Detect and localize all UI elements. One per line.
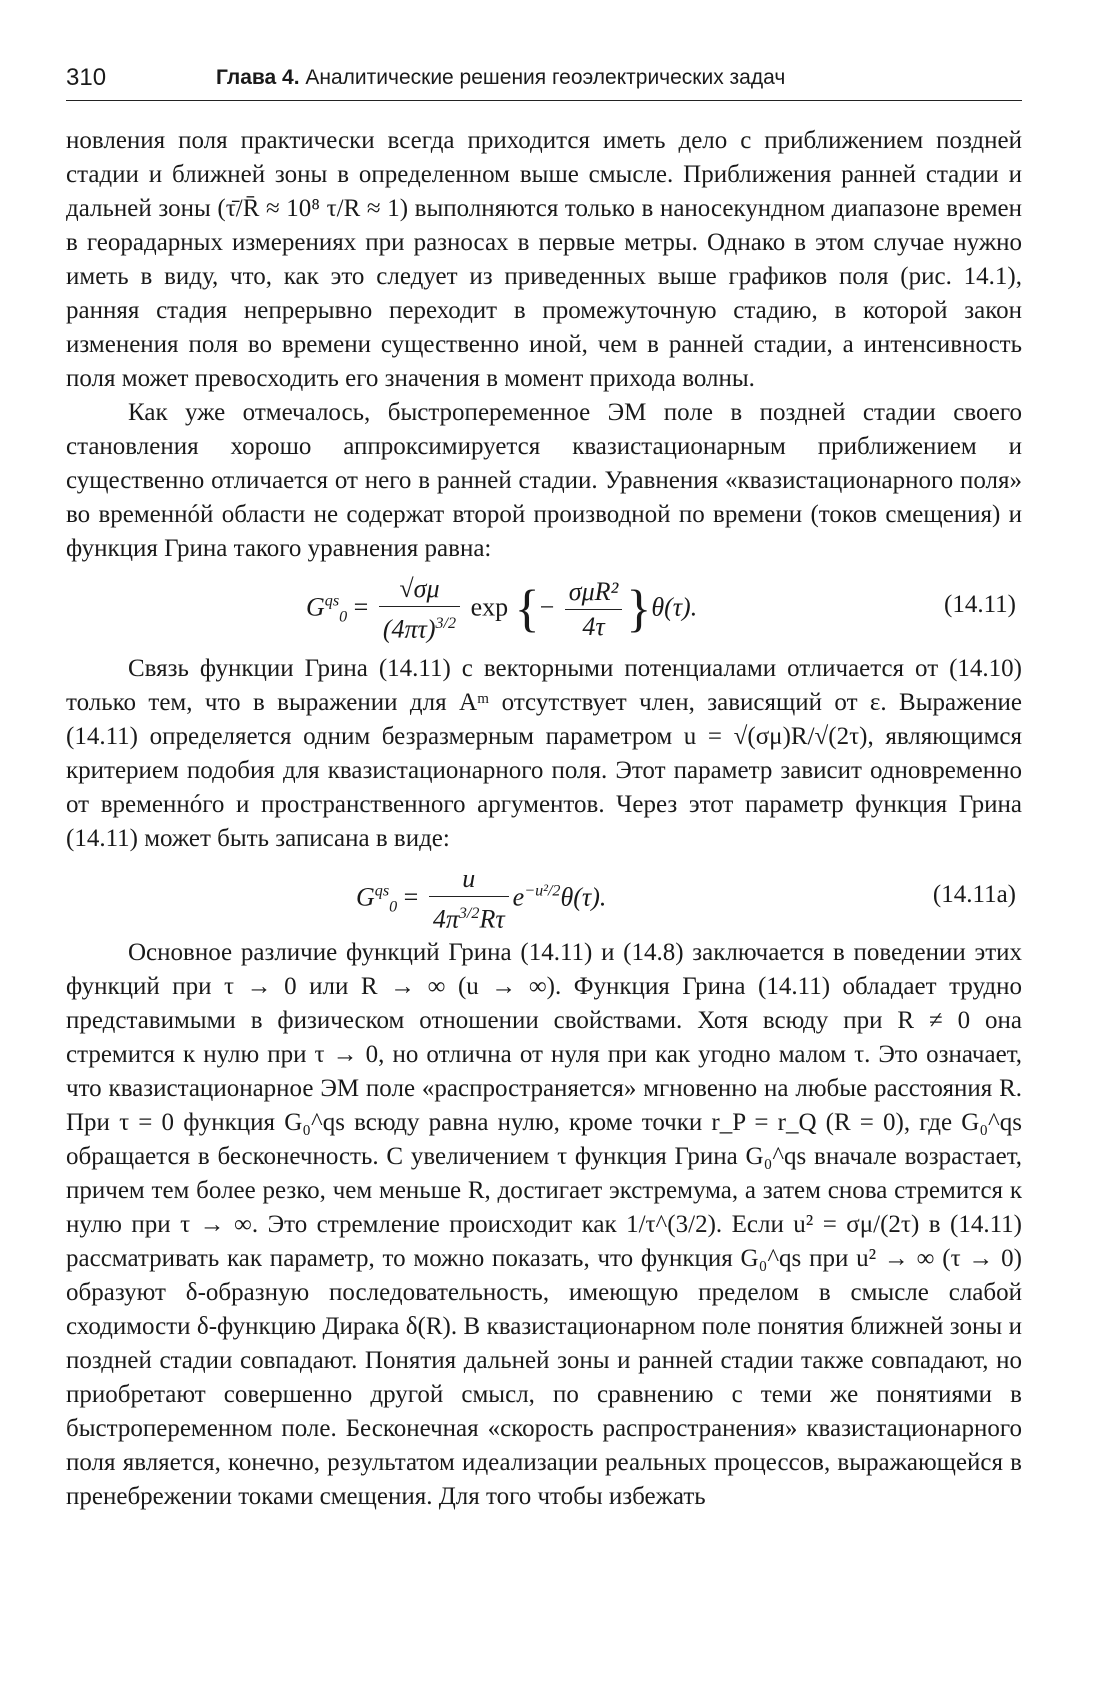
page-number: 310 <box>66 64 107 91</box>
paragraph-3: Связь функции Грина (14.11) с векторными потенциалами отличается от (14.10) только тем, что в выражении для Aᵐ отсутствует член, зависящий от ε. Выражение (14.11) определяется одним безразмерным параметром u = √(σμ)R/√(2τ), являющимся критерием подобия для квазистационарного поля. Этот параметр зависит одновременно от временнóго и пространственного аргументов. Через этот параметр функция Грина (14.11) может быть записана в виде: <box>66 655 1022 852</box>
fraction: $\frac{√\sigma\mu}{(4\pi\tau)^{3/2}}$ <box>379 574 460 645</box>
fraction: $\frac{u}{4\pi^{3/2}R\tau}$ <box>429 864 509 935</box>
chapter-label: Глава 4. <box>216 66 300 89</box>
paragraph-1: новления поля практически всегда приходится иметь дело с приближением поздней стадии и ближней зоны в определенном выше смысле. Приближения ранней стадии и дальней зоны (τ̄/R̄ ≈ 10⁸ τ/R ≈ 1) выполняются только в наносекундном диапазоне времен в георадарных измерениях при разносах в первые метры. Однако в этом случае нужно иметь в виду, что, как это следует из приведенных выше графиков поля (рис. 14.1), ранняя стадия непрерывно переходит в промежуточную стадию, в которой закон изменения поля во времени существенно иной, чем в ранней стадии, а интенсивность поля может превосходить его значения в момент прихода волны. <box>66 127 1022 392</box>
paragraph-4: Основное различие функций Грина (14.11) и (14.8) заключается в поведении этих функций при τ → 0 или R → ∞ (u → ∞). Функция Грина (14.11) обладает трудно представимыми в физическом отношении свойствами. Хотя всюду при R ≠ 0 она стремится к нулю при τ → 0, но отлична от нуля при как угодно малом τ. Это означает, что квазистационарное ЭМ поле «распространяется» мгновенно на любые расстояния R. При τ = 0 функция G₀^qs всюду равна нулю, кроме точки r_P = r_Q (R = 0), где G₀^qs обращается в бесконечность. С увеличением τ функция Грина G₀^qs вначале возрастает, причем тем более резко, чем меньше R, достигает экстремума, а затем снова стремится к нулю при τ → ∞. Это стремление происходит как 1/τ^(3/2). Если u² = σμ/(2τ) в (14.11) рассматривать как параметр, то можно показать, что функция G₀^qs при u² → ∞ (τ → 0) образуют δ-образную последовательность, имеющую пределом в смысле слабой сходимости δ-функцию Дирака δ(R). В квазистационарном поле понятия ближней зоны и поздней стадии совпадают. Понятия дальней зоны и ранней стадии также совпадают, но приобретают совершенно другой смысл, по сравнению с теми же понятиями в быстропеременном поле. Бесконечная «скорость распространения» квазистационарного поля является, конечно, результатом идеализации реальных процессов, выражающейся в пренебрежении токами смещения. Для того чтобы избежать <box>66 939 1022 1510</box>
equation-number: (14.11) <box>944 591 1016 618</box>
running-header <box>66 60 1022 101</box>
equation-number: (14.11a) <box>932 881 1016 908</box>
equation-14-11 <box>66 566 1022 652</box>
chapter-title <box>216 66 785 90</box>
equation-14-11-expression: $G^{qs}_0$ = $\frac{√\sigma\mu}{(4\pi\tau)^{3/2}}$ exp {− $\frac{\text{σμR²}}{4\tau}$ }θ(τ). <box>306 574 698 644</box>
exponent-fraction: $\frac{\text{σμR²}}{4\tau}$ <box>565 577 623 642</box>
body-text <box>66 124 1022 1514</box>
equation-14-11a-expression: $G^{qs}_0$ = $\frac{u}{4\pi^{3/2}R\tau}$ $e^{-u^2/2}\theta(\tau)$. <box>356 864 607 934</box>
paragraph-2: Как уже отмечалось, быстропеременное ЭМ поле в поздней стадии своего становления хорошо аппроксимируется квазистационарным приближением и существенно отличается от него в ранней стадии. Уравнения «квазистационарного поля» во временнóй области не содержат второй производной по времени (токов смещения) и функция Грина такого уравнения равна: <box>66 399 1022 562</box>
chapter-name: Аналитические решения геоэлектрических задач <box>305 66 786 89</box>
equation-14-11a <box>66 856 1022 936</box>
